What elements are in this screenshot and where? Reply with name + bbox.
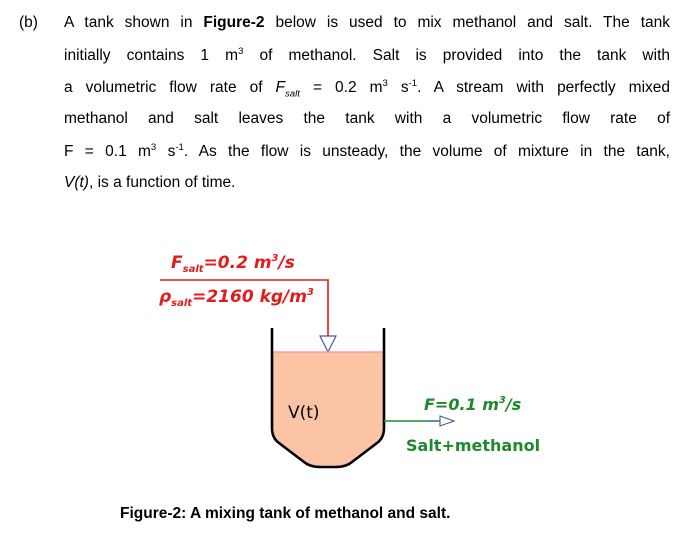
problem-line-2: initially contains 1 $m^3$ of methanol. Salt is provided into the tank with	[64, 46, 670, 65]
problem-line-4: methanol and salt leaves the tank with a volumetric flow rate of	[64, 110, 670, 127]
problem-line-3: a volumetric flow rate of $F_{salt} = 0.2$ $m^3$ $s^{-1}$. A stream with perfectly mixed	[64, 78, 671, 100]
outlet-flow-label: F=0.1 $m^3/s$	[424, 395, 522, 414]
problem-line-1: A tank shown in Figure-2 below is used to mix methanol and salt. The tank	[64, 14, 670, 31]
inlet-flow-label: $F_{salt}=0.2$ $m^3/s$	[171, 253, 295, 275]
inlet-density-label: $\rho_{salt}=2160$ $kg/m^3$	[159, 287, 314, 309]
outlet-arrow-icon	[440, 416, 454, 426]
figure-caption: Figure-2: A mixing tank of methanol and salt.	[120, 505, 451, 522]
figure-reference: Figure-2	[203, 14, 265, 31]
outlet-stream-label: Salt+methanol	[406, 436, 541, 455]
problem-line-6: V(t), is a function of time.	[64, 174, 236, 191]
tank-volume-label: V(t)	[288, 403, 320, 423]
inlet-arrow-icon	[320, 336, 336, 352]
problem-line-5: F = 0.1 $m^3$ $s^{-1}$. As the flow is unsteady, the volume of mixture in the tank,	[64, 142, 670, 161]
problem-label: (b)	[19, 14, 38, 31]
